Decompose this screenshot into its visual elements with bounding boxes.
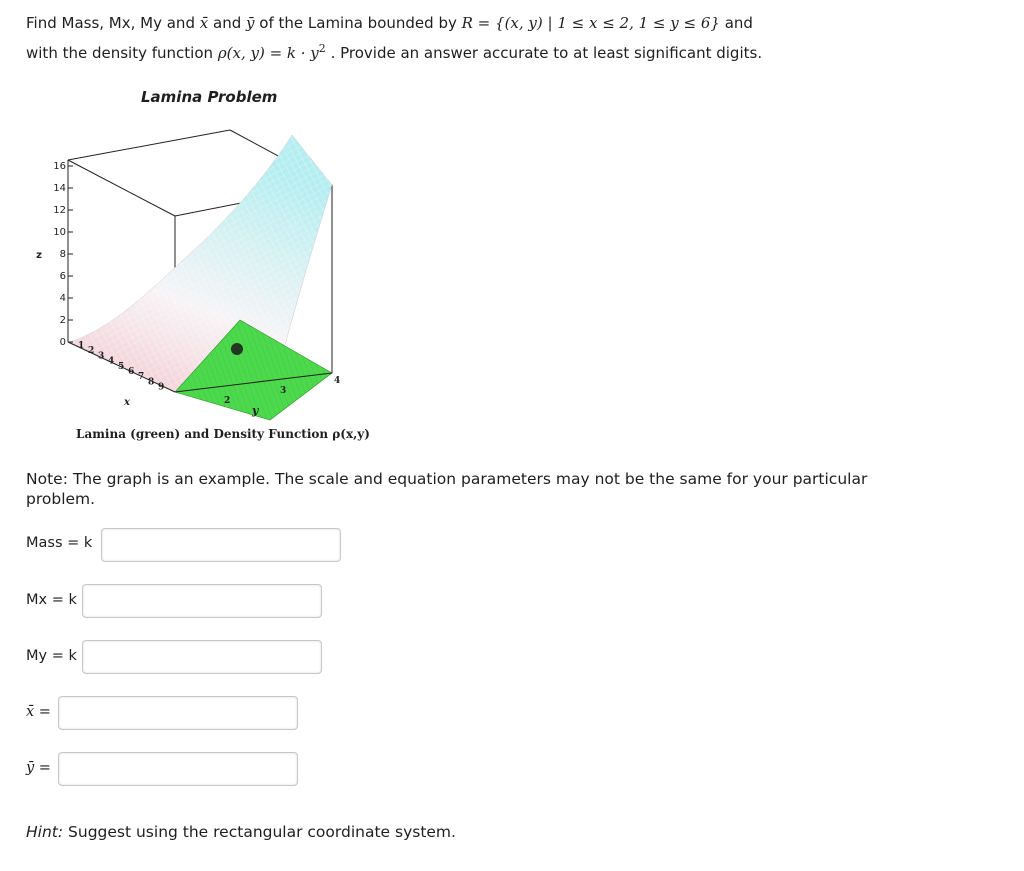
- my-label: My = k: [26, 648, 77, 664]
- x-tick: 3: [98, 351, 105, 362]
- z-tick: 4: [59, 293, 66, 304]
- question-text: [26, 10, 986, 66]
- my-input[interactable]: [82, 640, 322, 674]
- hint-body: Suggest using the rectangular coordinate system.: [68, 823, 456, 841]
- x-tick: 9: [158, 382, 165, 393]
- ybar-label-text: ȳ =: [26, 760, 51, 776]
- xbar-label-text: x̄ =: [26, 704, 51, 720]
- xbar-label: [26, 704, 51, 720]
- z-axis: [36, 161, 73, 348]
- z-tick: 0: [59, 337, 66, 348]
- question-bounded: of the Lamina bounded by: [259, 14, 457, 32]
- hint-label: Hint:: [26, 823, 64, 841]
- xbar-symbol: x̄: [199, 14, 209, 32]
- z-tick: 16: [53, 161, 66, 172]
- z-tick: 8: [59, 249, 66, 260]
- y-axis-label: y: [252, 404, 259, 417]
- mx-label: Mx = k: [26, 592, 77, 608]
- mass-label: Mass = k: [26, 535, 93, 551]
- center-of-mass-dot: [231, 343, 243, 355]
- z-axis-label: z: [36, 250, 42, 261]
- xbar-input[interactable]: [58, 696, 298, 730]
- x-tick: 5: [118, 361, 125, 372]
- x-tick: 2: [88, 346, 95, 357]
- ybar-symbol: ȳ: [246, 14, 255, 32]
- y-tick: 4: [334, 376, 341, 386]
- x-tick: 7: [138, 372, 145, 383]
- x-axis-label: x: [124, 397, 130, 408]
- mx-input[interactable]: [82, 584, 322, 618]
- lamina-plot: [30, 120, 360, 430]
- z-tick: 2: [59, 315, 66, 326]
- x-tick: 6: [128, 367, 135, 377]
- question-intro: Find Mass, Mx, My and: [26, 14, 195, 32]
- y-tick: 3: [280, 386, 287, 396]
- x-tick: 8: [148, 377, 155, 388]
- region-expression: R = {(x, y) | 1 ≤ x ≤ 2, 1 ≤ y ≤ 6}: [461, 14, 720, 32]
- density-exponent: 2: [318, 42, 326, 55]
- mass-input[interactable]: [101, 528, 341, 562]
- z-tick: 6: [59, 271, 66, 282]
- ybar-label: [26, 760, 51, 776]
- x-tick: 1: [78, 341, 85, 351]
- question-and: and: [213, 14, 242, 32]
- ybar-input[interactable]: [58, 752, 298, 786]
- plot-caption: Lamina (green) and Density Function ρ(x,y): [76, 427, 370, 441]
- plot-title: Lamina Problem: [141, 88, 278, 106]
- z-tick: 12: [53, 205, 66, 216]
- z-tick: 10: [53, 227, 66, 238]
- hint-text: [26, 823, 456, 841]
- question-accuracy: . Provide an answer accurate to at least significant digits.: [330, 44, 763, 62]
- question-density-intro: with the density function: [26, 44, 214, 62]
- x-tick: 4: [108, 356, 115, 367]
- z-tick: 14: [53, 183, 66, 194]
- density-expression: ρ(x, y) = k · y: [217, 44, 319, 62]
- note-text: Note: The graph is an example. The scale and equation parameters may not be the same for your particular problem.: [26, 470, 868, 508]
- question-and-2: and: [724, 14, 753, 32]
- y-tick: 2: [224, 396, 231, 406]
